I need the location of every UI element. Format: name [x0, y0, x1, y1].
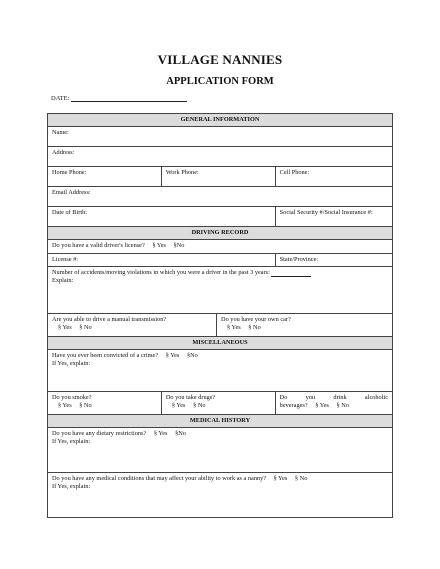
smoke-yes-checkbox[interactable]: § Yes — [58, 402, 72, 410]
page-subtitle: APPLICATION FORM — [166, 76, 274, 87]
license-number-field[interactable]: License #: — [48, 253, 276, 266]
drugs-yes-checkbox[interactable]: § Yes — [171, 402, 186, 410]
address-field[interactable]: Address: — [48, 147, 393, 167]
section-driving-heading: DRIVING RECORD — [48, 227, 393, 240]
conditions-no-checkbox[interactable]: § No — [294, 475, 308, 483]
smoke-question: Do you smoke? § Yes § No — [48, 391, 162, 414]
alcohol-no-checkbox[interactable]: § No — [336, 402, 349, 410]
accidents-blank[interactable] — [271, 270, 311, 277]
work-phone-field[interactable]: Work Phone: — [161, 167, 275, 187]
diet-no-checkbox[interactable]: §No — [175, 430, 186, 438]
smoke-no-checkbox[interactable]: § No — [79, 402, 92, 410]
own-car-yes-checkbox[interactable]: § Yes — [227, 323, 241, 331]
accidents-field[interactable]: Number of accidents/moving violations in which you were a driver in the past 3 years: Explain: — [48, 266, 393, 313]
license-question: Do you have a valid driver's license? § Yes §No — [48, 240, 393, 253]
section-medical-heading: MEDICAL HISTORY — [48, 414, 393, 427]
ssn-field[interactable]: Social Security #/Social Insurance #: — [275, 207, 392, 227]
date-field[interactable] — [51, 95, 187, 102]
alcohol-yes-checkbox[interactable]: § Yes — [315, 402, 329, 410]
home-phone-field[interactable]: Home Phone: — [48, 167, 162, 187]
section-misc-heading: MISCELLANEOUS — [48, 336, 393, 349]
crime-yes-checkbox[interactable]: § Yes — [165, 351, 180, 359]
crime-no-checkbox[interactable]: §No — [186, 351, 198, 359]
manual-no-checkbox[interactable]: § No — [79, 323, 92, 331]
date-line[interactable] — [71, 95, 187, 102]
state-field[interactable]: State/Province: — [275, 253, 392, 266]
cell-phone-field[interactable]: Cell Phone: — [275, 167, 392, 187]
name-field[interactable]: Name: — [48, 127, 393, 147]
drugs-no-checkbox[interactable]: § No — [193, 402, 206, 410]
dob-field[interactable]: Date of Birth: — [48, 207, 276, 227]
manual-question: Are you able to drive a manual transmission? § Yes § No — [48, 313, 217, 336]
own-car-no-checkbox[interactable]: § No — [248, 323, 261, 331]
crime-question: Have you ever been convicted of a crime? § Yes §No If Yes, explain: — [48, 349, 393, 391]
alcohol-question: Do you drink alcoholic beverages? § Yes § No — [275, 391, 392, 414]
email-field[interactable]: Email Address: — [48, 187, 393, 207]
page-title: VILLAGE NANNIES — [157, 52, 283, 67]
own-car-question: Do you have your own car? § Yes § No — [217, 313, 393, 336]
drugs-question: Do you take drugs? § Yes § No — [161, 391, 275, 414]
application-form — [47, 113, 393, 518]
conditions-question: Do you have any medical conditions that may affect your ability to work as a nanny? § Yes § No If Yes, explain: — [48, 473, 393, 518]
diet-question: Do you have any dietary restrictions? § Yes §No If Yes, explain: — [48, 428, 393, 473]
date-label: DATE: — [51, 95, 70, 102]
license-yes-checkbox[interactable]: § Yes — [152, 242, 167, 250]
license-no-checkbox[interactable]: §No — [173, 242, 185, 250]
section-general-heading: GENERAL INFORMATION — [48, 114, 393, 127]
diet-yes-checkbox[interactable]: § Yes — [153, 430, 168, 438]
conditions-yes-checkbox[interactable]: § Yes — [273, 475, 288, 483]
manual-yes-checkbox[interactable]: § Yes — [58, 323, 72, 331]
